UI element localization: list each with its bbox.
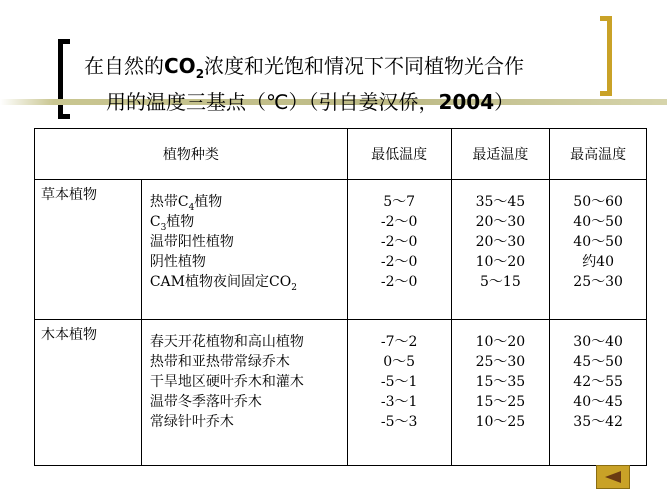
temp-value: 20～30 <box>475 234 526 250</box>
temp-value: 约40 <box>582 254 615 270</box>
temp-value: 42～55 <box>573 374 623 390</box>
temp-value: 10～20 <box>475 334 526 350</box>
title-line-1: 在自然的$CO_2$浓度和光饱和情况下不同植物光合作 <box>84 54 525 81</box>
temp-value: 40～50 <box>573 214 623 230</box>
optimal-temp-cell <box>451 320 550 466</box>
temp-value: -7～2 <box>380 334 418 350</box>
table-row <box>35 320 647 466</box>
group-label: 木本植物 <box>35 320 142 466</box>
temp-value: 15～25 <box>475 394 526 410</box>
temp-value: 10～20 <box>475 254 526 270</box>
temp-value: -5～3 <box>380 414 418 430</box>
temp-value: 30～40 <box>573 334 623 350</box>
temp-value: 50～60 <box>573 194 623 210</box>
plant-name: CAM植物夜间固定$CO_2$ <box>149 274 297 293</box>
plant-name: 阴性植物 <box>149 254 206 270</box>
temp-value: 25～30 <box>475 354 526 370</box>
plant-name: 热带和亚热带常绿乔木 <box>149 354 290 370</box>
right-bracket-decoration <box>600 16 612 96</box>
temp-value: 35～45 <box>475 194 526 210</box>
plant-names-cell <box>141 180 347 320</box>
temperature-table <box>34 128 647 466</box>
title-line-2: 用的温度三基点（℃）（引自姜汉侨，2004） <box>106 90 515 114</box>
temp-value: 10～25 <box>475 414 526 430</box>
group-label: 草本植物 <box>35 180 142 320</box>
temp-value: -2～0 <box>380 214 418 230</box>
back-arrow-icon <box>603 470 623 484</box>
plant-name: $C_3$植物 <box>149 214 195 233</box>
plant-name: 温带阳性植物 <box>149 234 234 250</box>
table-row <box>35 180 647 320</box>
min-temp-cell <box>347 320 451 466</box>
temp-value: 40～50 <box>573 234 623 250</box>
plant-names-cell <box>141 320 347 466</box>
header-plant-type: 植物种类 <box>35 129 348 180</box>
temp-value: 45～50 <box>573 354 623 370</box>
temp-value: 5～7 <box>383 194 416 210</box>
temp-value: -2～0 <box>380 274 418 290</box>
temp-value: -5～1 <box>380 374 418 390</box>
plant-name: 常绿针叶乔木 <box>149 414 234 430</box>
max-temp-cell <box>550 320 647 466</box>
max-temp-cell <box>550 180 647 320</box>
temp-value: 5～15 <box>480 274 521 290</box>
header-optimal-temp: 最适温度 <box>451 129 550 180</box>
plant-name: 春天开花植物和高山植物 <box>149 334 304 350</box>
temp-value: 0～5 <box>383 354 416 370</box>
temp-value: -2～0 <box>380 254 418 270</box>
temp-value: 20～30 <box>475 214 526 230</box>
temp-value: 40～45 <box>573 394 623 410</box>
plant-name: 温带冬季落叶乔木 <box>149 394 262 410</box>
temp-value: 35～42 <box>573 414 623 430</box>
optimal-temp-cell <box>451 180 550 320</box>
min-temp-cell <box>347 180 451 320</box>
left-bracket-decoration <box>58 39 70 119</box>
header-max-temp: 最高温度 <box>550 129 647 180</box>
temp-value: -2～0 <box>380 234 418 250</box>
slide-title <box>84 52 584 116</box>
temp-value: 25～30 <box>573 274 623 290</box>
plant-name: 干旱地区硬叶乔木和灌木 <box>149 374 304 390</box>
back-nav-button[interactable] <box>596 465 630 489</box>
plant-name: 热带$C_4$植物 <box>149 194 223 213</box>
temp-value: -3～1 <box>380 394 418 410</box>
temp-value: 15～35 <box>475 374 526 390</box>
header-min-temp: 最低温度 <box>347 129 451 180</box>
table-header-row <box>35 129 647 180</box>
